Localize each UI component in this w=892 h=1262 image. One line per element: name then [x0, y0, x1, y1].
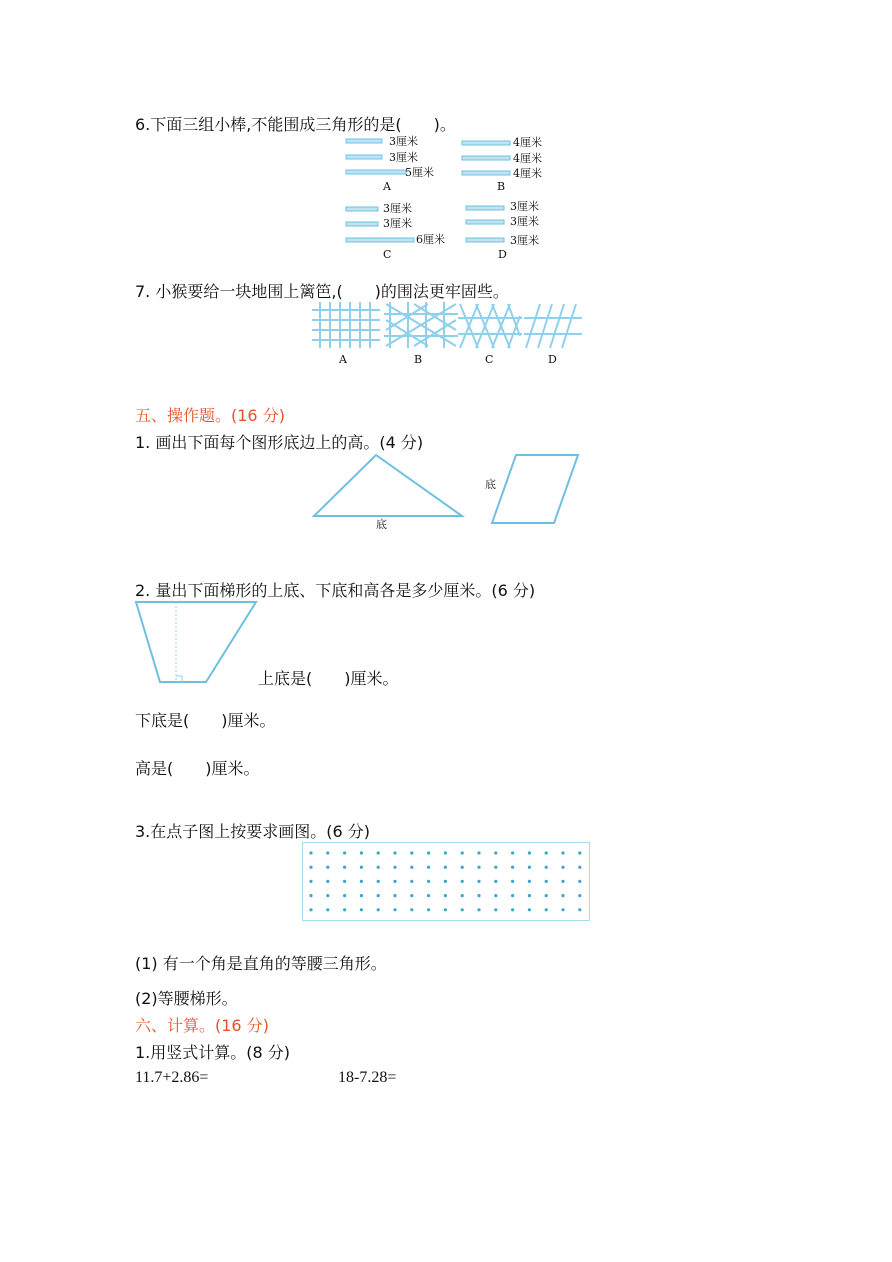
grid-dot [326, 908, 329, 911]
grid-dot [393, 880, 396, 883]
grid-dot [377, 866, 380, 869]
grid-dot [444, 908, 447, 911]
grid-dot [528, 894, 531, 897]
fence-a-label: A [339, 353, 347, 366]
s5-q1-text: 1. 画出下面每个图形底边上的高。(4 分) [135, 433, 424, 452]
trapezoid-shape [136, 602, 256, 682]
grid-dot [477, 866, 480, 869]
grid-dot [528, 880, 531, 883]
fence-c [458, 304, 522, 348]
stick-c3-label: 6厘米 [416, 233, 445, 246]
grid-dot [410, 866, 413, 869]
fence-d [524, 304, 582, 348]
grid-dot [578, 894, 581, 897]
grid-dot [494, 880, 497, 883]
grid-dot [427, 880, 430, 883]
grid-dot [561, 908, 564, 911]
grid-dot [494, 851, 497, 854]
grid-dot [326, 880, 329, 883]
grid-dot [461, 880, 464, 883]
grid-dot [343, 894, 346, 897]
grid-dot [410, 908, 413, 911]
grid-dot [309, 894, 312, 897]
stick-b3-label: 4厘米 [513, 167, 542, 180]
stick-group-d [464, 200, 514, 250]
grid-dot [309, 866, 312, 869]
grid-dot [343, 866, 346, 869]
grid-dot [427, 866, 430, 869]
s5-q3-item1: (1) 有一个角是直角的等腰三角形。 [135, 954, 387, 973]
grid-dot [377, 894, 380, 897]
grid-dot [511, 894, 514, 897]
group-b-label: B [497, 180, 506, 193]
grid-dot [393, 851, 396, 854]
grid-dot [561, 866, 564, 869]
s5-q2-height: 高是( )厘米。 [135, 759, 260, 778]
grid-dot [528, 851, 531, 854]
grid-dot [528, 866, 531, 869]
grid-dot [444, 851, 447, 854]
stick-b2 [462, 156, 510, 160]
fence-c-label: C [485, 353, 494, 366]
q7-fence-figure [308, 300, 588, 352]
grid-dot [393, 908, 396, 911]
grid-dot [309, 880, 312, 883]
stick-a3-label: 5厘米 [405, 166, 434, 179]
stick-a3 [346, 170, 406, 174]
grid-dot [343, 851, 346, 854]
triangle-shape [314, 455, 462, 516]
stick-d3 [466, 238, 504, 242]
stick-d3-label: 3厘米 [510, 234, 539, 247]
grid-dot [545, 851, 548, 854]
s5-q3-item2: (2)等腰梯形。 [135, 989, 238, 1008]
stick-b1 [462, 141, 510, 145]
grid-dot [494, 866, 497, 869]
fence-d-label: D [548, 353, 557, 366]
dot-grid [302, 842, 590, 922]
grid-dot [511, 908, 514, 911]
grid-dot [545, 880, 548, 883]
s5-q2-text: 2. 量出下面梯形的上底、下底和高各是多少厘米。(6 分) [135, 581, 536, 600]
s6-q1-text: 1.用竖式计算。(8 分) [135, 1043, 291, 1062]
s5-q2-bottom: 下底是( )厘米。 [135, 711, 276, 730]
grid-dot [427, 894, 430, 897]
group-d-label: D [498, 248, 507, 261]
grid-dot [309, 908, 312, 911]
stick-a1-label: 3厘米 [389, 135, 418, 148]
grid-dot [326, 851, 329, 854]
stick-a1 [346, 139, 382, 143]
grid-dot [477, 880, 480, 883]
grid-dot [393, 894, 396, 897]
q6-text: 6.下面三组小棒,不能围成三角形的是( )。 [135, 115, 456, 134]
grid-dot [444, 880, 447, 883]
grid-dot [326, 866, 329, 869]
grid-dot [444, 894, 447, 897]
section6-title: 六、计算。(16 分) [135, 1016, 269, 1035]
s5-q3-text: 3.在点子图上按要求画图。(6 分) [135, 822, 371, 841]
fence-b [384, 302, 458, 348]
grid-dot [511, 880, 514, 883]
stick-c1 [346, 207, 378, 211]
grid-dot [511, 866, 514, 869]
grid-dot [461, 851, 464, 854]
stick-d1-label: 3厘米 [510, 200, 539, 213]
stick-c3 [346, 238, 414, 242]
grid-dot [578, 908, 581, 911]
grid-dot [343, 880, 346, 883]
grid-dot [545, 894, 548, 897]
section5-title: 五、操作题。(16 分) [135, 406, 285, 425]
grid-dot [477, 894, 480, 897]
grid-dot [561, 880, 564, 883]
grid-dot [393, 866, 396, 869]
grid-dot [444, 866, 447, 869]
grid-dot [511, 851, 514, 854]
stick-a2 [346, 155, 382, 159]
s6-expr2: 18-7.28= [338, 1069, 397, 1086]
grid-dot [360, 894, 363, 897]
stick-d2-label: 3厘米 [510, 215, 539, 228]
grid-dot [360, 866, 363, 869]
grid-dot [545, 908, 548, 911]
grid-dot [461, 894, 464, 897]
stick-c1-label: 3厘米 [383, 202, 412, 215]
grid-dot [461, 908, 464, 911]
s5-q2-top: 上底是( )厘米。 [258, 669, 399, 688]
grid-dot [427, 908, 430, 911]
triangle-base-label: 底 [376, 518, 387, 531]
grid-dot [477, 908, 480, 911]
group-c-label: C [383, 248, 392, 261]
grid-dot [360, 880, 363, 883]
s6-expr1: 11.7+2.86= [135, 1069, 209, 1086]
grid-dot [410, 894, 413, 897]
trapezoid-figure [134, 600, 260, 686]
grid-dot [343, 908, 346, 911]
stick-b2-label: 4厘米 [513, 152, 542, 165]
fence-b-label: B [414, 353, 423, 366]
grid-dot [326, 894, 329, 897]
grid-dot [578, 866, 581, 869]
grid-dot [309, 851, 312, 854]
stick-b3 [462, 171, 510, 175]
grid-dot [494, 908, 497, 911]
fence-a [312, 302, 380, 348]
grid-dot [561, 851, 564, 854]
grid-dot [461, 866, 464, 869]
grid-dot [377, 851, 380, 854]
grid-dot [545, 866, 548, 869]
grid-dot [578, 880, 581, 883]
stick-group-b [460, 134, 520, 184]
group-a-label: A [383, 180, 391, 193]
grid-dot [360, 851, 363, 854]
grid-dot [377, 908, 380, 911]
grid-dot [427, 851, 430, 854]
grid-dot [494, 894, 497, 897]
grid-dot [477, 851, 480, 854]
grid-dot [360, 908, 363, 911]
stick-b1-label: 4厘米 [513, 136, 542, 149]
grid-dot [578, 851, 581, 854]
stick-d1 [466, 206, 504, 210]
s5-q1-figures [300, 450, 600, 535]
stick-c2 [346, 222, 378, 226]
grid-dot [410, 880, 413, 883]
grid-dot [561, 894, 564, 897]
stick-d2 [466, 220, 504, 224]
parallelogram-base-label: 底 [485, 478, 496, 491]
grid-dot [528, 908, 531, 911]
parallelogram-shape [492, 455, 578, 523]
grid-dot [377, 880, 380, 883]
q7-text: 7. 小猴要给一块地围上篱笆,( )的围法更牢固些。 [135, 282, 509, 301]
grid-dot [410, 851, 413, 854]
stick-a2-label: 3厘米 [389, 151, 418, 164]
stick-c2-label: 3厘米 [383, 217, 412, 230]
